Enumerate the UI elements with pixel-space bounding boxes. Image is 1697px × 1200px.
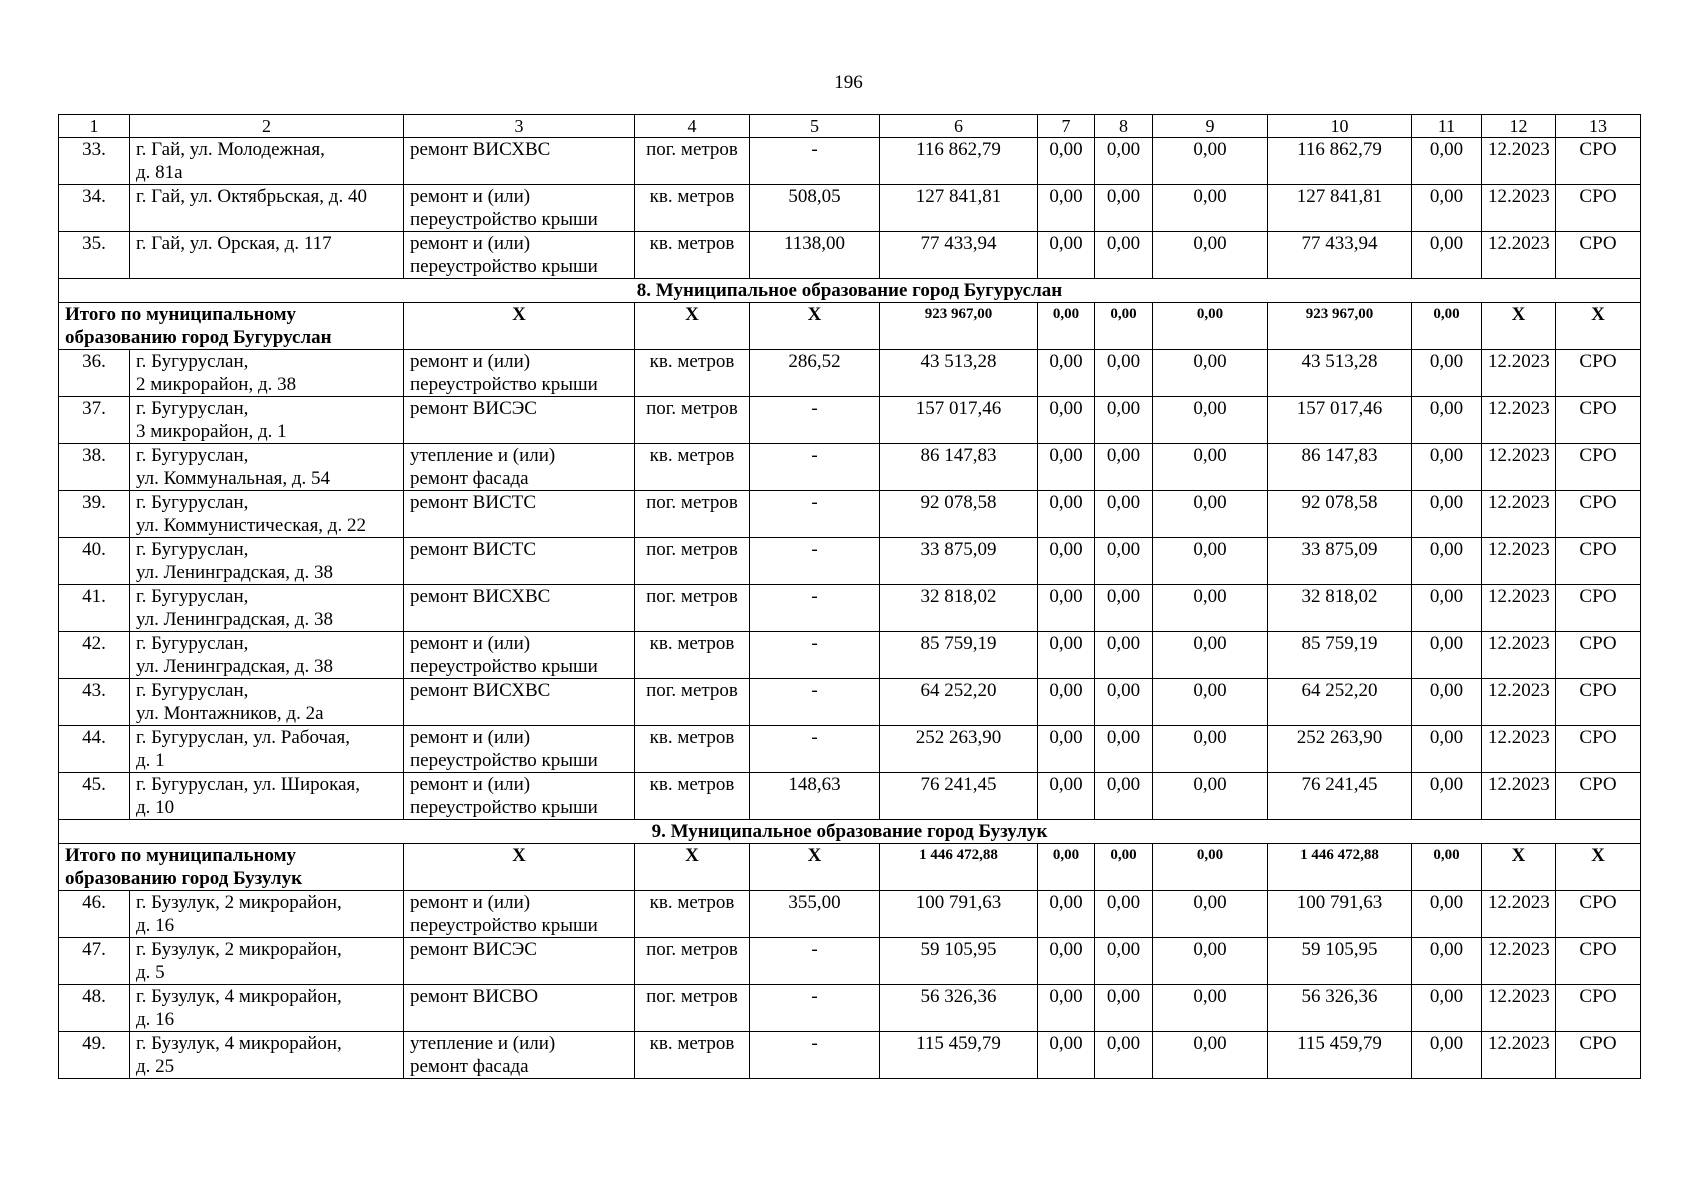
repair-schedule-table xyxy=(58,114,1641,1079)
cost-col8-cell: 0,00 xyxy=(1095,679,1153,726)
quantity-cell: - xyxy=(750,397,880,444)
address-cell: г. Гай, ул. Октябрьская, д. 40 xyxy=(130,185,404,232)
cost-col10-cell: 64 252,20 xyxy=(1268,679,1412,726)
work-type-cell: ремонт ВИСХВС xyxy=(404,679,635,726)
total-col8-cell: 0,00 xyxy=(1095,844,1153,891)
cost-col10-cell: 32 818,02 xyxy=(1268,585,1412,632)
row-number: 44. xyxy=(59,726,130,773)
total-cost-cell: 115 459,79 xyxy=(880,1032,1038,1079)
cost-col8-cell: 0,00 xyxy=(1095,491,1153,538)
row-number: 37. xyxy=(59,397,130,444)
total-x3: Х xyxy=(404,303,635,350)
cost-col9-cell: 0,00 xyxy=(1153,397,1268,444)
column-header-7: 7 xyxy=(1038,115,1095,138)
table-body xyxy=(59,115,1641,1079)
table-row xyxy=(59,726,1641,773)
unit-cell: пог. метров xyxy=(635,679,750,726)
completion-date-cell: 12.2023 xyxy=(1482,891,1556,938)
cost-col8-cell: 0,00 xyxy=(1095,891,1153,938)
address-cell: г. Бугуруслан, 2 микрорайон, д. 38 xyxy=(130,350,404,397)
cost-col7-cell: 0,00 xyxy=(1038,938,1095,985)
address-cell: г. Бузулук, 4 микрорайон, д. 16 xyxy=(130,985,404,1032)
total-cost-cell: 100 791,63 xyxy=(880,891,1038,938)
cost-col10-cell: 100 791,63 xyxy=(1268,891,1412,938)
cost-col7-cell: 0,00 xyxy=(1038,444,1095,491)
work-type-cell: утепление и (или) ремонт фасада xyxy=(404,1032,635,1079)
column-header-6: 6 xyxy=(880,115,1038,138)
total-x3: Х xyxy=(404,844,635,891)
total-col8-cell: 0,00 xyxy=(1095,303,1153,350)
quantity-cell: - xyxy=(750,1032,880,1079)
cost-col7-cell: 0,00 xyxy=(1038,773,1095,820)
completion-date-cell: 12.2023 xyxy=(1482,538,1556,585)
total-cost-cell: 33 875,09 xyxy=(880,538,1038,585)
cost-col7-cell: 0,00 xyxy=(1038,679,1095,726)
cost-col8-cell: 0,00 xyxy=(1095,938,1153,985)
unit-cell: кв. метров xyxy=(635,185,750,232)
address-cell: г. Бузулук, 2 микрорайон, д. 16 xyxy=(130,891,404,938)
quantity-cell: - xyxy=(750,444,880,491)
cost-col10-cell: 43 513,28 xyxy=(1268,350,1412,397)
total-x12: Х xyxy=(1482,844,1556,891)
cost-col8-cell: 0,00 xyxy=(1095,138,1153,185)
cost-col9-cell: 0,00 xyxy=(1153,938,1268,985)
table-row xyxy=(59,1032,1641,1079)
total-cost-cell: 116 862,79 xyxy=(880,138,1038,185)
unit-cell: кв. метров xyxy=(635,1032,750,1079)
table-row xyxy=(59,138,1641,185)
method-cell: СРО xyxy=(1556,632,1641,679)
total-col11-cell: 0,00 xyxy=(1412,844,1482,891)
cost-col8-cell: 0,00 xyxy=(1095,185,1153,232)
total-cost-cell: 43 513,28 xyxy=(880,350,1038,397)
row-number: 43. xyxy=(59,679,130,726)
completion-date-cell: 12.2023 xyxy=(1482,585,1556,632)
completion-date-cell: 12.2023 xyxy=(1482,444,1556,491)
table-row xyxy=(59,350,1641,397)
cost-col8-cell: 0,00 xyxy=(1095,232,1153,279)
work-type-cell: ремонт и (или) переустройство крыши xyxy=(404,350,635,397)
row-number: 49. xyxy=(59,1032,130,1079)
cost-col8-cell: 0,00 xyxy=(1095,773,1153,820)
row-number: 42. xyxy=(59,632,130,679)
subtotal-row xyxy=(59,844,1641,891)
total-x13: Х xyxy=(1556,844,1641,891)
cost-col9-cell: 0,00 xyxy=(1153,232,1268,279)
cost-col11-cell: 0,00 xyxy=(1412,891,1482,938)
address-cell: г. Бугуруслан, ул. Монтажников, д. 2а xyxy=(130,679,404,726)
unit-cell: кв. метров xyxy=(635,232,750,279)
method-cell: СРО xyxy=(1556,773,1641,820)
address-cell: г. Бугуруслан, ул. Ленинградская, д. 38 xyxy=(130,632,404,679)
table-row xyxy=(59,397,1641,444)
work-type-cell: ремонт ВИСЭС xyxy=(404,938,635,985)
table-row xyxy=(59,985,1641,1032)
total-x12: Х xyxy=(1482,303,1556,350)
cost-col7-cell: 0,00 xyxy=(1038,185,1095,232)
total-col9-cell: 0,00 xyxy=(1153,303,1268,350)
quantity-cell: 1138,00 xyxy=(750,232,880,279)
method-cell: СРО xyxy=(1556,1032,1641,1079)
cost-col10-cell: 127 841,81 xyxy=(1268,185,1412,232)
address-cell: г. Бузулук, 4 микрорайон, д. 25 xyxy=(130,1032,404,1079)
address-cell: г. Гай, ул. Молодежная, д. 81а xyxy=(130,138,404,185)
total-cost-cell: 157 017,46 xyxy=(880,397,1038,444)
row-number: 39. xyxy=(59,491,130,538)
cost-col10-cell: 157 017,46 xyxy=(1268,397,1412,444)
address-cell: г. Бугуруслан, ул. Коммунистическая, д. 22 xyxy=(130,491,404,538)
method-cell: СРО xyxy=(1556,491,1641,538)
cost-col11-cell: 0,00 xyxy=(1412,773,1482,820)
address-cell: г. Бугуруслан, ул. Ленинградская, д. 38 xyxy=(130,538,404,585)
row-number: 38. xyxy=(59,444,130,491)
address-cell: г. Бугуруслан, 3 микрорайон, д. 1 xyxy=(130,397,404,444)
cost-col10-cell: 56 326,36 xyxy=(1268,985,1412,1032)
cost-col7-cell: 0,00 xyxy=(1038,585,1095,632)
column-header-8: 8 xyxy=(1095,115,1153,138)
address-cell: г. Гай, ул. Орская, д. 117 xyxy=(130,232,404,279)
method-cell: СРО xyxy=(1556,350,1641,397)
total-col11-cell: 0,00 xyxy=(1412,303,1482,350)
cost-col7-cell: 0,00 xyxy=(1038,1032,1095,1079)
cost-col8-cell: 0,00 xyxy=(1095,1032,1153,1079)
total-cost-cell: 77 433,94 xyxy=(880,232,1038,279)
method-cell: СРО xyxy=(1556,397,1641,444)
completion-date-cell: 12.2023 xyxy=(1482,232,1556,279)
cost-col8-cell: 0,00 xyxy=(1095,585,1153,632)
cost-col7-cell: 0,00 xyxy=(1038,632,1095,679)
cost-col11-cell: 0,00 xyxy=(1412,985,1482,1032)
unit-cell: кв. метров xyxy=(635,891,750,938)
cost-col11-cell: 0,00 xyxy=(1412,679,1482,726)
total-x13: Х xyxy=(1556,303,1641,350)
cost-col10-cell: 252 263,90 xyxy=(1268,726,1412,773)
cost-col7-cell: 0,00 xyxy=(1038,491,1095,538)
cost-col9-cell: 0,00 xyxy=(1153,632,1268,679)
unit-cell: кв. метров xyxy=(635,726,750,773)
cost-col7-cell: 0,00 xyxy=(1038,891,1095,938)
cost-col8-cell: 0,00 xyxy=(1095,726,1153,773)
unit-cell: пог. метров xyxy=(635,538,750,585)
cost-col10-cell: 86 147,83 xyxy=(1268,444,1412,491)
cost-col11-cell: 0,00 xyxy=(1412,397,1482,444)
work-type-cell: ремонт и (или) переустройство крыши xyxy=(404,632,635,679)
quantity-cell: - xyxy=(750,679,880,726)
column-header-3: 3 xyxy=(404,115,635,138)
cost-col11-cell: 0,00 xyxy=(1412,538,1482,585)
table-row xyxy=(59,891,1641,938)
work-type-cell: ремонт и (или) переустройство крыши xyxy=(404,185,635,232)
unit-cell: пог. метров xyxy=(635,938,750,985)
table-row xyxy=(59,491,1641,538)
method-cell: СРО xyxy=(1556,444,1641,491)
unit-cell: пог. метров xyxy=(635,585,750,632)
work-type-cell: ремонт и (или) переустройство крыши xyxy=(404,232,635,279)
total-col7-cell: 0,00 xyxy=(1038,303,1095,350)
completion-date-cell: 12.2023 xyxy=(1482,1032,1556,1079)
cost-col11-cell: 0,00 xyxy=(1412,444,1482,491)
row-number: 47. xyxy=(59,938,130,985)
work-type-cell: утепление и (или) ремонт фасада xyxy=(404,444,635,491)
completion-date-cell: 12.2023 xyxy=(1482,350,1556,397)
quantity-cell: - xyxy=(750,538,880,585)
cost-col9-cell: 0,00 xyxy=(1153,891,1268,938)
completion-date-cell: 12.2023 xyxy=(1482,397,1556,444)
column-header-13: 13 xyxy=(1556,115,1641,138)
method-cell: СРО xyxy=(1556,938,1641,985)
cost-col10-cell: 116 862,79 xyxy=(1268,138,1412,185)
total-cost-cell: 76 241,45 xyxy=(880,773,1038,820)
work-type-cell: ремонт ВИСТС xyxy=(404,491,635,538)
cost-col9-cell: 0,00 xyxy=(1153,185,1268,232)
cost-col10-cell: 33 875,09 xyxy=(1268,538,1412,585)
address-cell: г. Бузулук, 2 микрорайон, д. 5 xyxy=(130,938,404,985)
unit-cell: кв. метров xyxy=(635,444,750,491)
table-row xyxy=(59,444,1641,491)
table-row xyxy=(59,632,1641,679)
method-cell: СРО xyxy=(1556,891,1641,938)
unit-cell: пог. метров xyxy=(635,491,750,538)
quantity-cell: 148,63 xyxy=(750,773,880,820)
quantity-cell: - xyxy=(750,985,880,1032)
cost-col11-cell: 0,00 xyxy=(1412,585,1482,632)
cost-col11-cell: 0,00 xyxy=(1412,632,1482,679)
total-cost-cell: 32 818,02 xyxy=(880,585,1038,632)
method-cell: СРО xyxy=(1556,585,1641,632)
completion-date-cell: 12.2023 xyxy=(1482,985,1556,1032)
total-cost-cell: 85 759,19 xyxy=(880,632,1038,679)
cost-col9-cell: 0,00 xyxy=(1153,985,1268,1032)
cost-col8-cell: 0,00 xyxy=(1095,350,1153,397)
quantity-cell: - xyxy=(750,491,880,538)
method-cell: СРО xyxy=(1556,232,1641,279)
cost-col8-cell: 0,00 xyxy=(1095,538,1153,585)
cost-col10-cell: 77 433,94 xyxy=(1268,232,1412,279)
total-col9-cell: 0,00 xyxy=(1153,844,1268,891)
address-cell: г. Бугуруслан, ул. Широкая, д. 10 xyxy=(130,773,404,820)
row-number: 48. xyxy=(59,985,130,1032)
column-header-10: 10 xyxy=(1268,115,1412,138)
quantity-cell: 508,05 xyxy=(750,185,880,232)
quantity-cell: - xyxy=(750,726,880,773)
work-type-cell: ремонт ВИСХВС xyxy=(404,585,635,632)
cost-col10-cell: 59 105,95 xyxy=(1268,938,1412,985)
cost-col9-cell: 0,00 xyxy=(1153,444,1268,491)
total-cost-cell: 86 147,83 xyxy=(880,444,1038,491)
unit-cell: пог. метров xyxy=(635,138,750,185)
table-row xyxy=(59,679,1641,726)
cost-col8-cell: 0,00 xyxy=(1095,985,1153,1032)
cost-col8-cell: 0,00 xyxy=(1095,632,1153,679)
total-x5: Х xyxy=(750,844,880,891)
section-heading-row xyxy=(59,279,1641,303)
cost-col9-cell: 0,00 xyxy=(1153,1032,1268,1079)
total-sum-cell: 923 967,00 xyxy=(880,303,1038,350)
cost-col11-cell: 0,00 xyxy=(1412,726,1482,773)
table-row xyxy=(59,232,1641,279)
column-header-2: 2 xyxy=(130,115,404,138)
cost-col9-cell: 0,00 xyxy=(1153,138,1268,185)
completion-date-cell: 12.2023 xyxy=(1482,773,1556,820)
total-col10-cell: 1 446 472,88 xyxy=(1268,844,1412,891)
quantity-cell: - xyxy=(750,938,880,985)
completion-date-cell: 12.2023 xyxy=(1482,491,1556,538)
column-header-11: 11 xyxy=(1412,115,1482,138)
column-number-row xyxy=(59,115,1641,138)
table-row xyxy=(59,538,1641,585)
cost-col9-cell: 0,00 xyxy=(1153,726,1268,773)
cost-col10-cell: 92 078,58 xyxy=(1268,491,1412,538)
row-number: 33. xyxy=(59,138,130,185)
cost-col7-cell: 0,00 xyxy=(1038,726,1095,773)
quantity-cell: - xyxy=(750,632,880,679)
cost-col11-cell: 0,00 xyxy=(1412,350,1482,397)
work-type-cell: ремонт ВИСЭС xyxy=(404,397,635,444)
cost-col7-cell: 0,00 xyxy=(1038,397,1095,444)
address-cell: г. Бугуруслан, ул. Ленинградская, д. 38 xyxy=(130,585,404,632)
work-type-cell: ремонт и (или) переустройство крыши xyxy=(404,726,635,773)
cost-col10-cell: 76 241,45 xyxy=(1268,773,1412,820)
quantity-cell: 355,00 xyxy=(750,891,880,938)
method-cell: СРО xyxy=(1556,679,1641,726)
cost-col10-cell: 85 759,19 xyxy=(1268,632,1412,679)
work-type-cell: ремонт и (или) переустройство крыши xyxy=(404,773,635,820)
address-cell: г. Бугуруслан, ул. Рабочая, д. 1 xyxy=(130,726,404,773)
column-header-9: 9 xyxy=(1153,115,1268,138)
total-cost-cell: 252 263,90 xyxy=(880,726,1038,773)
method-cell: СРО xyxy=(1556,985,1641,1032)
total-col7-cell: 0,00 xyxy=(1038,844,1095,891)
column-header-4: 4 xyxy=(635,115,750,138)
cost-col11-cell: 0,00 xyxy=(1412,232,1482,279)
quantity-cell: - xyxy=(750,138,880,185)
completion-date-cell: 12.2023 xyxy=(1482,938,1556,985)
table-row xyxy=(59,585,1641,632)
total-cost-cell: 56 326,36 xyxy=(880,985,1038,1032)
column-header-5: 5 xyxy=(750,115,880,138)
total-cost-cell: 59 105,95 xyxy=(880,938,1038,985)
cost-col9-cell: 0,00 xyxy=(1153,491,1268,538)
cost-col10-cell: 115 459,79 xyxy=(1268,1032,1412,1079)
quantity-cell: 286,52 xyxy=(750,350,880,397)
section-heading-row xyxy=(59,820,1641,844)
table-row xyxy=(59,773,1641,820)
subtotal-label: Итого по муниципальному образованию город Бузулук xyxy=(59,844,404,891)
cost-col11-cell: 0,00 xyxy=(1412,1032,1482,1079)
cost-col7-cell: 0,00 xyxy=(1038,232,1095,279)
row-number: 41. xyxy=(59,585,130,632)
subtotal-label: Итого по муниципальному образованию город Бугуруслан xyxy=(59,303,404,350)
total-cost-cell: 92 078,58 xyxy=(880,491,1038,538)
column-header-12: 12 xyxy=(1482,115,1556,138)
work-type-cell: ремонт ВИСТС xyxy=(404,538,635,585)
unit-cell: кв. метров xyxy=(635,350,750,397)
work-type-cell: ремонт ВИСХВС xyxy=(404,138,635,185)
unit-cell: пог. метров xyxy=(635,985,750,1032)
completion-date-cell: 12.2023 xyxy=(1482,185,1556,232)
work-type-cell: ремонт ВИСВО xyxy=(404,985,635,1032)
table-row xyxy=(59,185,1641,232)
cost-col11-cell: 0,00 xyxy=(1412,138,1482,185)
section-heading: 9. Муниципальное образование город Бузулук xyxy=(59,820,1641,844)
cost-col7-cell: 0,00 xyxy=(1038,138,1095,185)
cost-col9-cell: 0,00 xyxy=(1153,773,1268,820)
cost-col11-cell: 0,00 xyxy=(1412,491,1482,538)
total-x4: Х xyxy=(635,844,750,891)
total-cost-cell: 127 841,81 xyxy=(880,185,1038,232)
cost-col9-cell: 0,00 xyxy=(1153,350,1268,397)
page-number: 196 xyxy=(834,72,863,93)
total-col10-cell: 923 967,00 xyxy=(1268,303,1412,350)
method-cell: СРО xyxy=(1556,538,1641,585)
cost-col7-cell: 0,00 xyxy=(1038,538,1095,585)
row-number: 46. xyxy=(59,891,130,938)
quantity-cell: - xyxy=(750,585,880,632)
row-number: 45. xyxy=(59,773,130,820)
row-number: 35. xyxy=(59,232,130,279)
subtotal-row xyxy=(59,303,1641,350)
completion-date-cell: 12.2023 xyxy=(1482,138,1556,185)
row-number: 40. xyxy=(59,538,130,585)
cost-col9-cell: 0,00 xyxy=(1153,585,1268,632)
row-number: 36. xyxy=(59,350,130,397)
unit-cell: кв. метров xyxy=(635,773,750,820)
completion-date-cell: 12.2023 xyxy=(1482,679,1556,726)
cost-col8-cell: 0,00 xyxy=(1095,444,1153,491)
total-sum-cell: 1 446 472,88 xyxy=(880,844,1038,891)
cost-col7-cell: 0,00 xyxy=(1038,985,1095,1032)
unit-cell: пог. метров xyxy=(635,397,750,444)
row-number: 34. xyxy=(59,185,130,232)
cost-col8-cell: 0,00 xyxy=(1095,397,1153,444)
total-x4: Х xyxy=(635,303,750,350)
completion-date-cell: 12.2023 xyxy=(1482,632,1556,679)
unit-cell: кв. метров xyxy=(635,632,750,679)
total-cost-cell: 64 252,20 xyxy=(880,679,1038,726)
cost-col9-cell: 0,00 xyxy=(1153,538,1268,585)
total-x5: Х xyxy=(750,303,880,350)
cost-col11-cell: 0,00 xyxy=(1412,938,1482,985)
column-header-1: 1 xyxy=(59,115,130,138)
cost-col7-cell: 0,00 xyxy=(1038,350,1095,397)
cost-col9-cell: 0,00 xyxy=(1153,679,1268,726)
address-cell: г. Бугуруслан, ул. Коммунальная, д. 54 xyxy=(130,444,404,491)
cost-col11-cell: 0,00 xyxy=(1412,185,1482,232)
method-cell: СРО xyxy=(1556,138,1641,185)
table-row xyxy=(59,938,1641,985)
section-heading: 8. Муниципальное образование город Бугуруслан xyxy=(59,279,1641,303)
work-type-cell: ремонт и (или) переустройство крыши xyxy=(404,891,635,938)
method-cell: СРО xyxy=(1556,185,1641,232)
method-cell: СРО xyxy=(1556,726,1641,773)
completion-date-cell: 12.2023 xyxy=(1482,726,1556,773)
